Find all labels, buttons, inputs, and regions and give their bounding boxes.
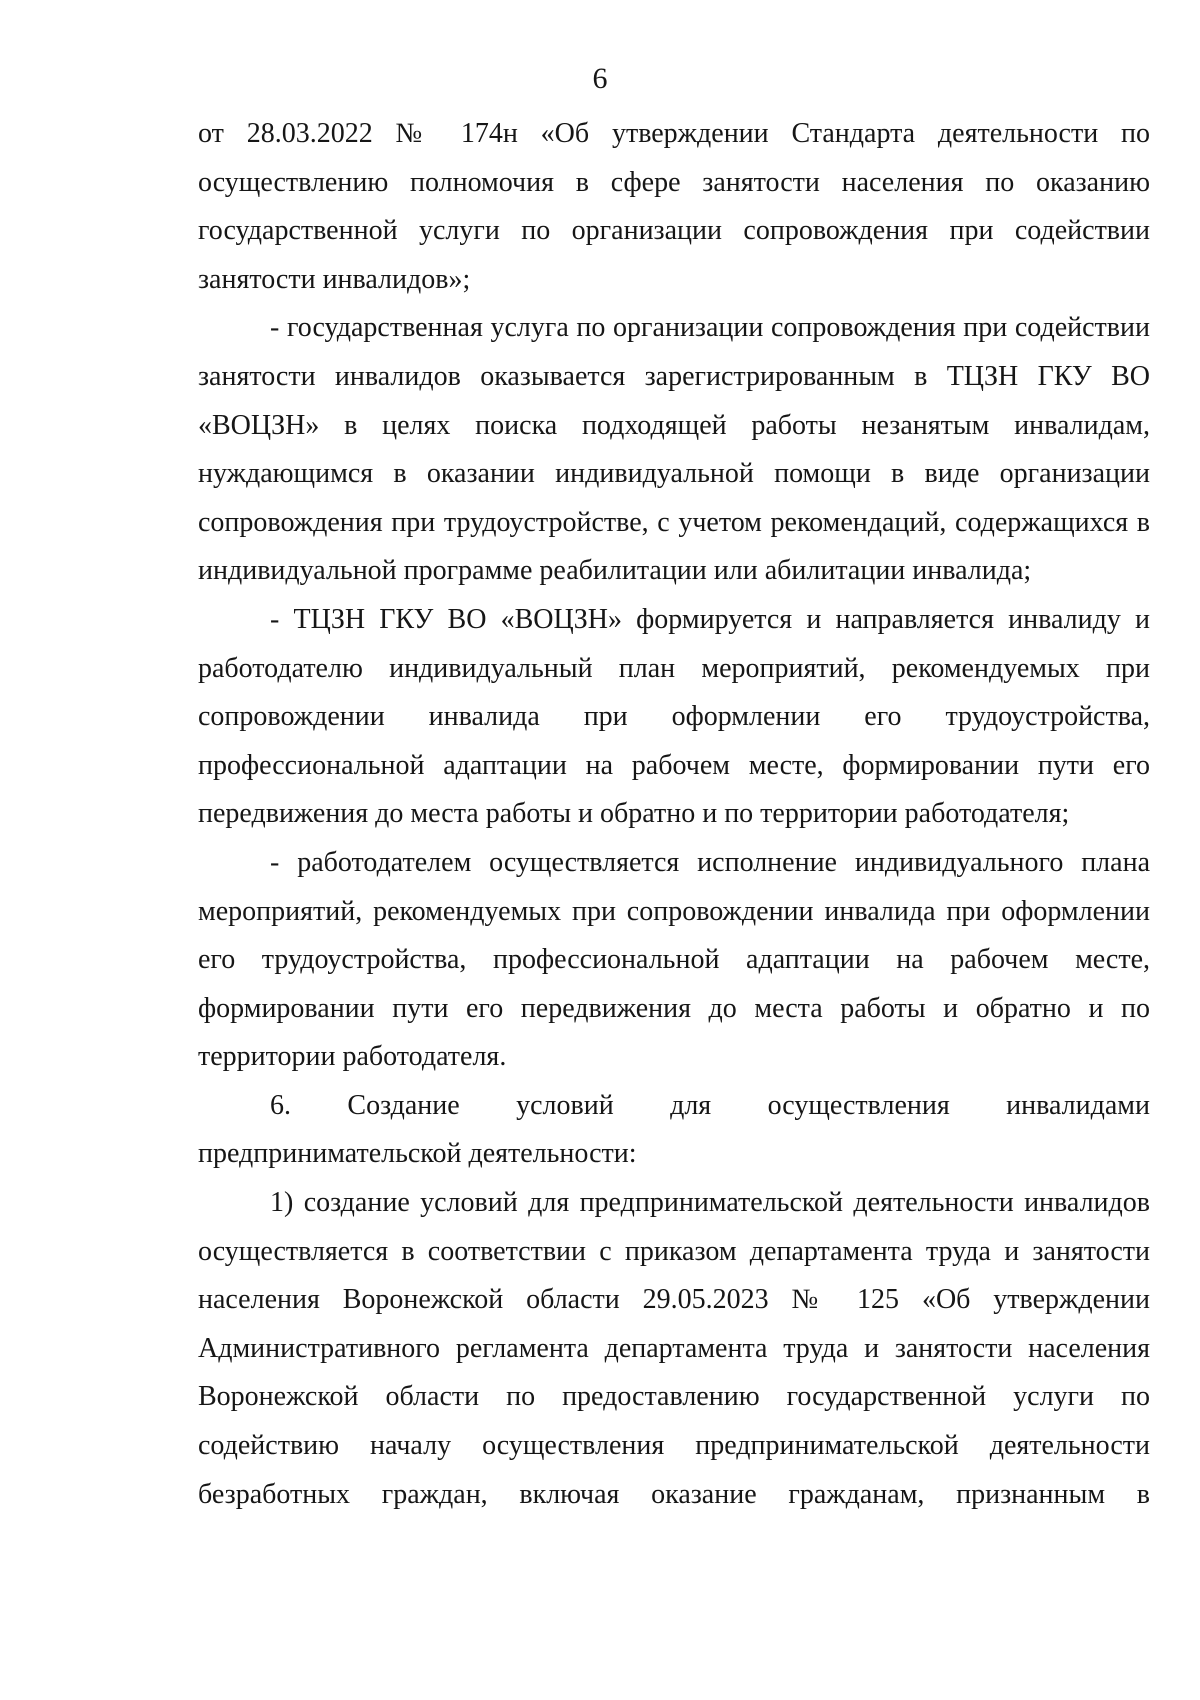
section-heading-entrepreneurship: 6. Создание условий для осуществления инвалидами предпринимательской деятельности: (198, 1089, 1150, 1170)
page-number: 6 (592, 62, 608, 95)
paragraph-entrepreneurship-conditions: 1) создание условий для предпринимательской деятельности инвалидов осуществляется в соответствии с приказом департамента труда и занятости населения Воронежской области 29.05.2023 № 125 «Об утверждении Административного регламента департамента труда и занятости населения Воронежской области по предоставлению государственной услуги по содействию началу осуществления предпринимательской деятельности безработных граждан, включая оказание гражданам, признанным в (198, 1187, 1150, 1510)
paragraph-individual-plan: - ТЦЗН ГКУ ВО «ВОЦЗН» формируется и направляется инвалиду и работодателю индивидуальный план мероприятий, рекомендуемых при сопровождении инвалида при оформлении его трудоустройства, профессиональной адаптации на рабочем месте, формировании пути его передвижения до места работы и обратно и по территории работодателя; (198, 603, 1150, 830)
document-body (198, 110, 1150, 1519)
paragraph-state-service: - государственная услуга по организации сопровождения при содействии занятости инвалидов оказывается зарегистрированным в ТЦЗН ГКУ ВО «ВОЦЗН» в целях поиска подходящей работы незанятым инвалидам, нуждающимся в оказании индивидуальной помощи в виде организации сопровождения при трудоустройстве, с учетом рекомендаций, содержащихся в индивидуальной программе реабилитации или абилитации инвалида; (198, 312, 1150, 587)
paragraph-employer-execution: - работодателем осуществляется исполнение индивидуального плана мероприятий, рекомендуемых при сопровождении инвалида при оформлении его трудоустройства, профессиональной адаптации на рабочем месте, формировании пути его передвижения до места работы и обратно и по территории работодателя. (198, 846, 1150, 1073)
paragraph-order-reference: от 28.03.2022 № 174н «Об утверждении Стандарта деятельности по осуществлению полномочия в сфере занятости населения по оказанию государственной услуги по организации сопровождения при содействии занятости инвалидов»; (198, 118, 1150, 295)
